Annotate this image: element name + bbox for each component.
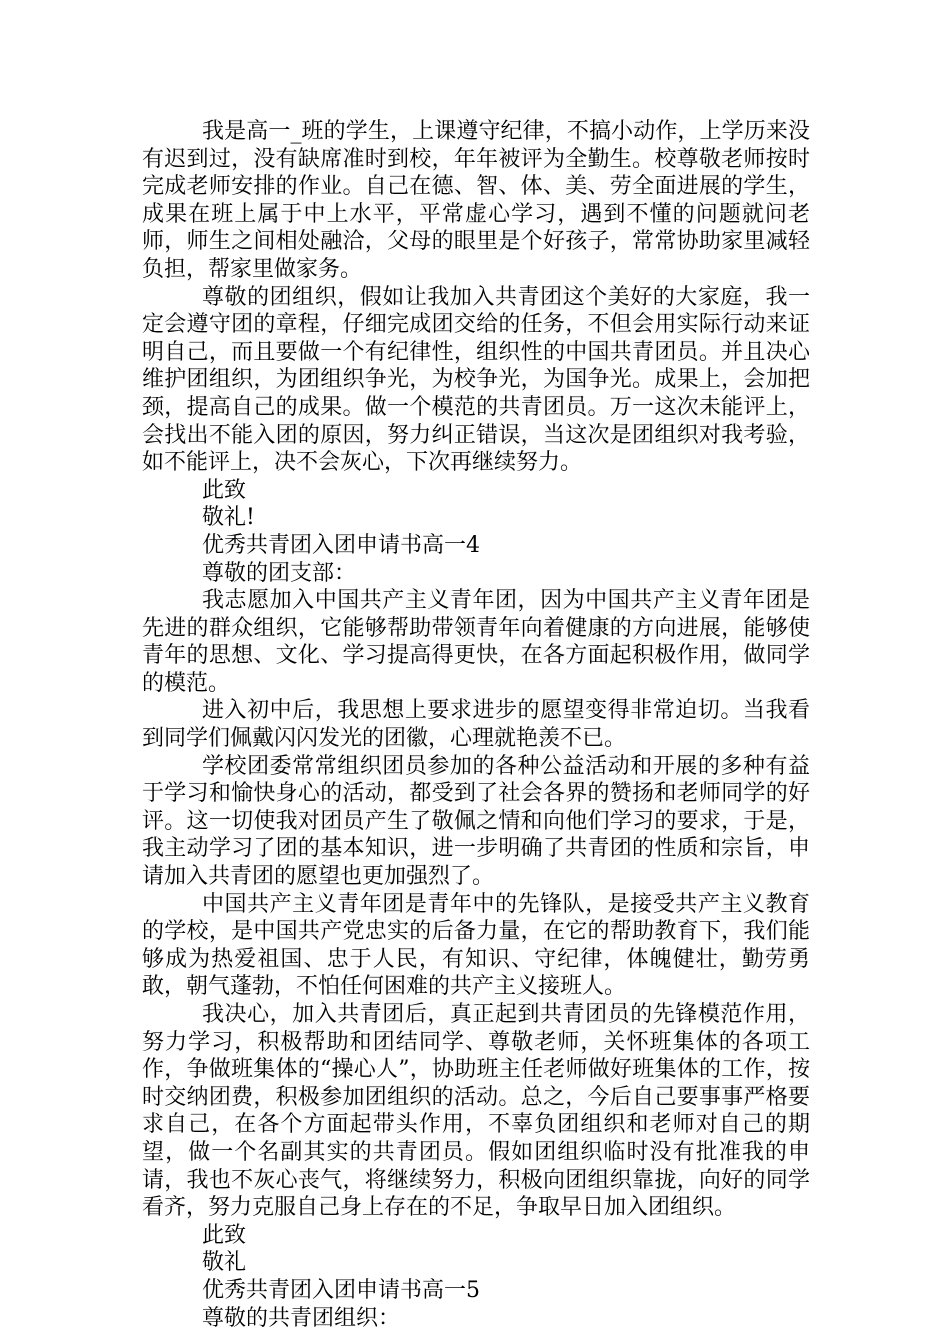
greeting-line-4: 尊敬的团支部： (202, 560, 357, 586)
closing-line: 此致 (202, 477, 247, 503)
paragraph-volunteer: 我志愿加入中国共产主义青年团，因为中国共产主义青年团是先进的群众组织，它能够帮助带领青年向着健康的方向进展，能够使青年的思想、文化、学习提高得更快，在各方面起积极作用，做同学的模范。 (142, 588, 810, 696)
section-heading-4: 优秀共青团入团申请书高一4 (202, 532, 480, 558)
greeting-line-5: 尊敬的共青团组织： (202, 1305, 401, 1331)
paragraph-commitment: 尊敬的团组织，假如让我加入共青团这个美好的大家庭，我一定会遵守团的章程，仔细完成团交给的任务，不但会用实际行动来证明自己，而且要做一个有纪律性，组织性的中国共青团员。并且决心维护团组织，为团组织争光，为校争光，为国争光。成果上，会加把颈，提高自己的成果。做一个模范的共青团员。万一这次未能评上，会找出不能入团的原因，努力纠正错误，当这次是团组织对我考验，如不能评上，决不会灰心，下次再继续努力。 (142, 284, 810, 476)
paragraph-self-intro: 我是高一_班的学生，上课遵守纪律，不搞小动作，上学历来没有迟到过，没有缺席准时到校，年年被评为全勤生。校尊敬老师按时完成老师安排的作业。自己在德、智、体、美、劳全面进展的学生，成果在班上属于中上水平，平常虚心学习，遇到不懂的问题就问老师，师生之间相处融洽，父母的眼里是个好孩子，常常协助家里减轻负担，帮家里做家务。 (142, 119, 810, 282)
paragraph-resolution: 我决心，加入共青团后，真正起到共青团员的先锋模范作用，努力学习，积极帮助和团结同学、尊敬老师，关怀班集体的各项工作，争做班集体的“操心人”，协助班主任老师做好班集体的工作，按时交纳团费，积极参加团组织的活动。总之，今后自己要事事严格要求自己，在各个方面起带头作用，不辜负团组织和老师对自己的期望，做一个名副其实的共青团员。假如团组织临时没有批准我的申请，我也不灰心丧气，将继续努力，积极向团组织靠拢，向好的同学看齐，努力克服自己身上存在的不足，争取早日加入团组织。 (142, 1002, 810, 1221)
salute-line: 敬礼 (202, 1250, 247, 1276)
paragraph-vanguard: 中国共产主义青年团是青年中的先锋队，是接受共产主义教育的学校，是中国共产党忠实的后备力量，在它的帮助教育下，我们能够成为热爱祖国、忠于人民，有知识、守纪律，体魄健壮，勤劳勇敢，朝气蓬勃，不怕任何困难的共产主义接班人。 (142, 891, 810, 1000)
paragraph-junior-high: 进入初中后，我思想上要求进步的愿望变得非常迫切。当我看到同学们佩戴闪闪发光的团徽，心理就艳羡不已。 (142, 698, 810, 752)
salute-line: 敬礼! (202, 505, 255, 531)
section-heading-5: 优秀共青团入团申请书高一5 (202, 1277, 480, 1303)
document-page (142, 118, 810, 1332)
closing-line: 此致 (202, 1222, 247, 1248)
paragraph-school-activities: 学校团委常常组织团员参加的各种公益活动和开展的多种有益于学习和愉快身心的活动，都受到了社会各界的赞扬和老师同学的好评。这一切使我对团员产生了敬佩之情和向他们学习的要求，于是，我主动学习了团的基本知识，进一步明确了共青团的性质和宗旨，申请加入共青团的愿望也更加强烈了。 (142, 753, 810, 890)
